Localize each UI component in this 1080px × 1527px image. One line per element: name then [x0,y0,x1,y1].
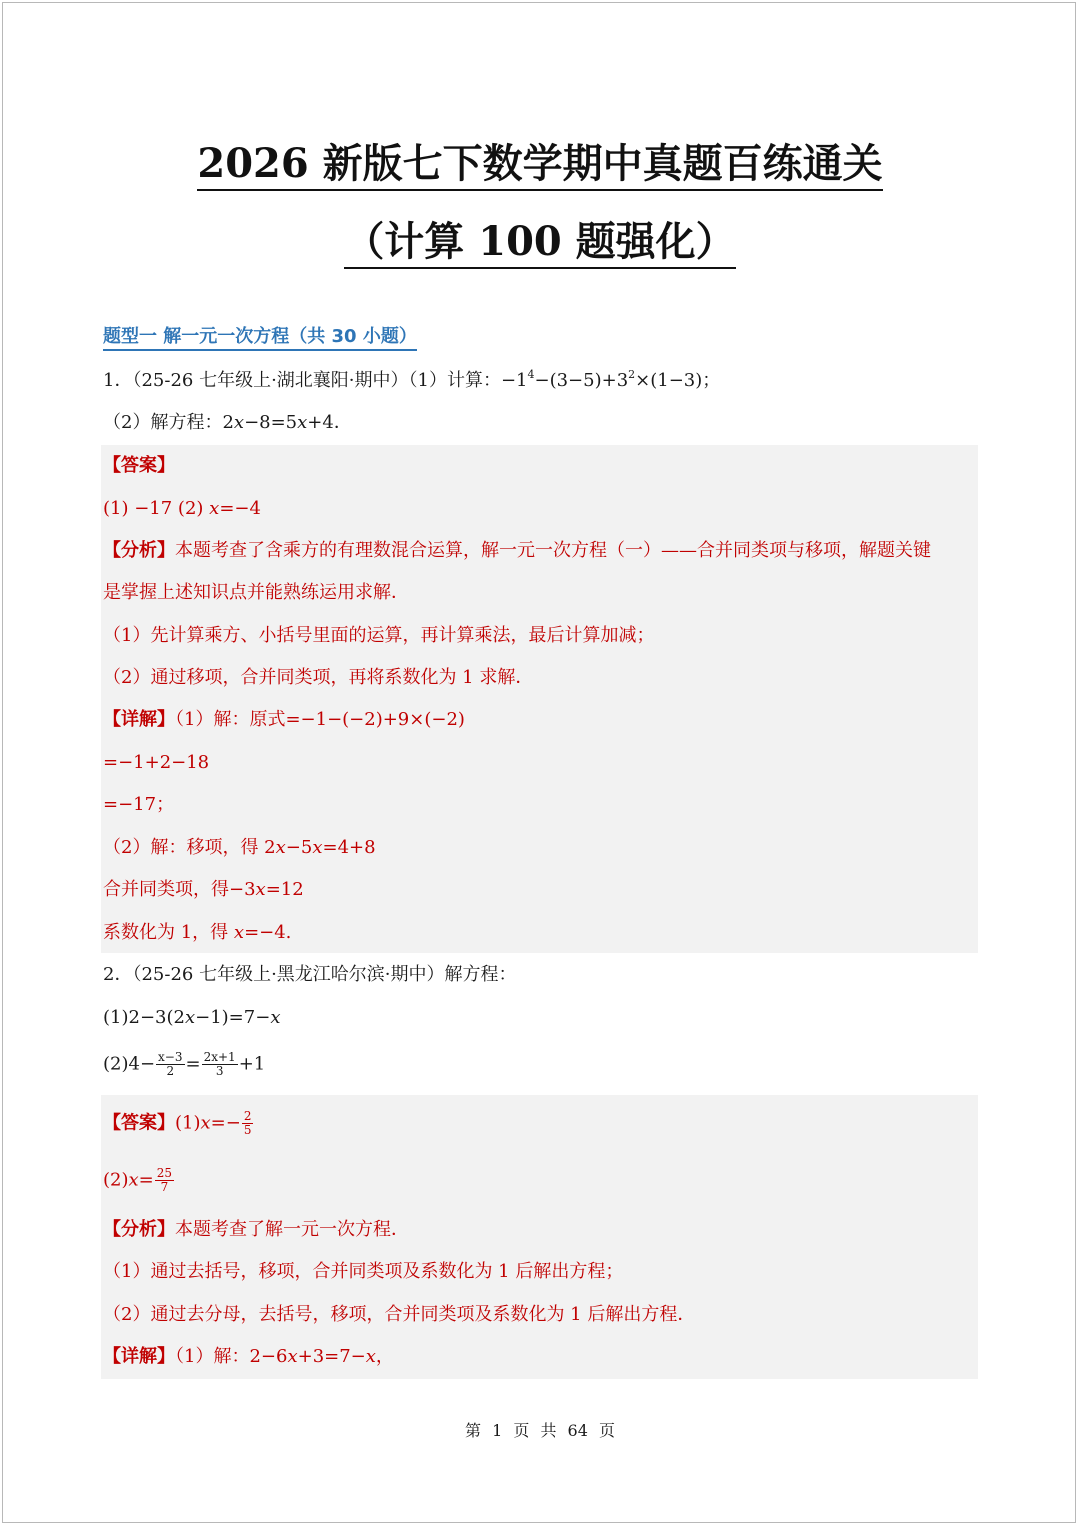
document-subtitle: （计算 100 题强化） [0,210,1080,267]
question-2-eq-2: (2)4− $\frac{x-3}{2}$ = $\frac{2x+1}{3}$ +1 [103,1050,266,1078]
question-1-header: 1．（25-26 七年级上·湖北襄阳·期中）（1）计算：$-1^4-(3-5)+3^2\times(1-3)$； [103,368,721,391]
document-title: 2026 新版七下数学期中真题百练通关 [0,132,1080,189]
detail-1-calc-2: =−17； [103,794,175,815]
fraction: $\frac{x-3}{2}$ [158,1050,183,1078]
analysis-2-step-2: （2）通过去分母，去括号，移项，合并同类项及系数化为 1 后解出方程． [103,1304,696,1325]
fraction: $\frac{2x+1}{3}$ [203,1050,236,1078]
detail-1-calc-1: =−1+2−18 [103,752,210,773]
analysis-2-step-1: （1）通过去括号，移项，合并同类项及系数化为 1 后解出方程； [103,1261,624,1282]
answer-1-value: (1) −17 (2) x=−4 [103,498,261,519]
detail-1: 【详解】（1）解：原式=−1−(−2)+9×(−2) [103,709,465,730]
question-2-header: 2．（25-26 七年级上·黑龙江哈尔滨·期中）解方程： [103,964,517,985]
answer-2-part-2: (2)x= $\frac{25}{7}$ [103,1166,173,1194]
question-2-eq-1: (1)2−3(2x−1)=7−x [103,1007,281,1028]
answer-2-part-1: 【答案】(1)x=− $\frac{2}{5}$ [103,1109,252,1137]
detail-1-solve-3: 系数化为 1，得 x=−4. [103,922,292,943]
detail-1-solve-2: 合并同类项，得−3x=12 [103,879,304,900]
answer-block-1 [101,445,978,953]
analysis-2: 【分析】本题考查了解一元一次方程． [103,1219,409,1240]
fraction: $\frac{25}{7}$ [156,1166,173,1194]
analysis-1-step-2: （2）通过移项，合并同类项，再将系数化为 1 求解． [103,667,534,688]
fraction: $\frac{2}{5}$ [243,1109,252,1137]
analysis-1: 【分析】本题考查了含乘方的有理数混合运算，解一元一次方程（一）——合并同类项与移项，解题关键 [103,540,931,561]
analysis-1-cont: 是掌握上述知识点并能熟练运用求解． [103,582,409,603]
page-number-footer: 第 1 页 共 64 页 [465,1421,615,1440]
detail-1-solve-1: （2）解：移项，得 2x−5x=4+8 [103,837,376,858]
answer-1-tag: 【答案】 [103,455,175,476]
detail-2: 【详解】（1）解：2−6x+3=7−x， [103,1346,394,1367]
analysis-1-step-1: （1）先计算乘方、小括号里面的运算，再计算乘法，最后计算加减； [103,625,655,646]
section-heading: 题型一 解一元一次方程（共 30 小题） [103,322,417,351]
question-1-part-2: （2）解方程：2x−8=5x+4． [103,412,352,433]
